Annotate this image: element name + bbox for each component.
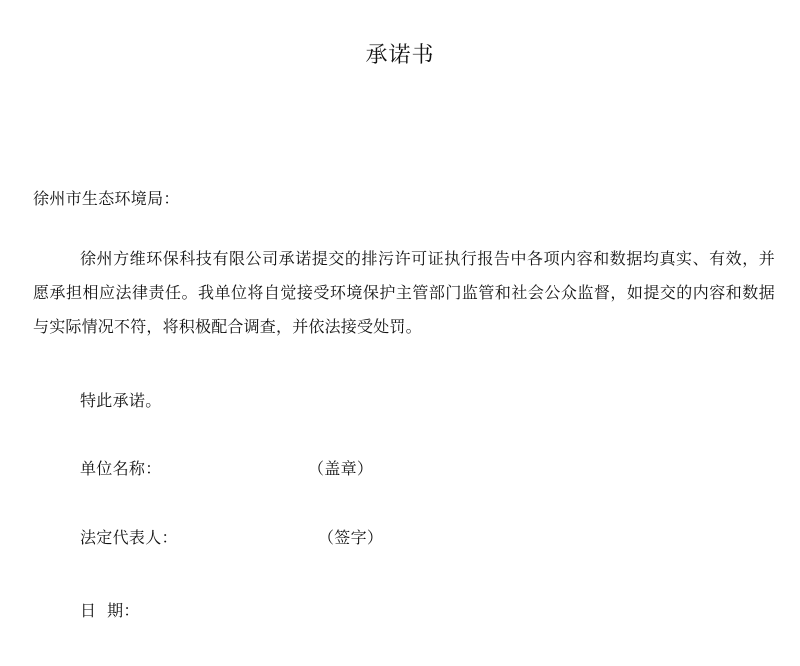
commitment-paragraph: 徐州方维环保科技有限公司承诺提交的排污许可证执行报告中各项内容和数据均真实、有效，并愿承担相应法律责任。我单位将自觉接受环境保护主管部门监管和社会公众监督，如提交的内容和数据与实际情况不符，将积极配合调查，并依法接受处罚。 (33, 249, 775, 336)
seal-note: （盖章） (308, 459, 374, 478)
addressee: 徐州市生态环境局： (33, 189, 180, 208)
legal-representative-label: 法定代表人： (80, 528, 178, 547)
unit-name-label: 单位名称： (80, 459, 162, 478)
date-label: 日 期： (80, 601, 140, 620)
closing-statement: 特此承诺。 (80, 391, 162, 410)
document-title: 承诺书 (365, 43, 435, 68)
signature-note: （签字） (318, 528, 384, 547)
